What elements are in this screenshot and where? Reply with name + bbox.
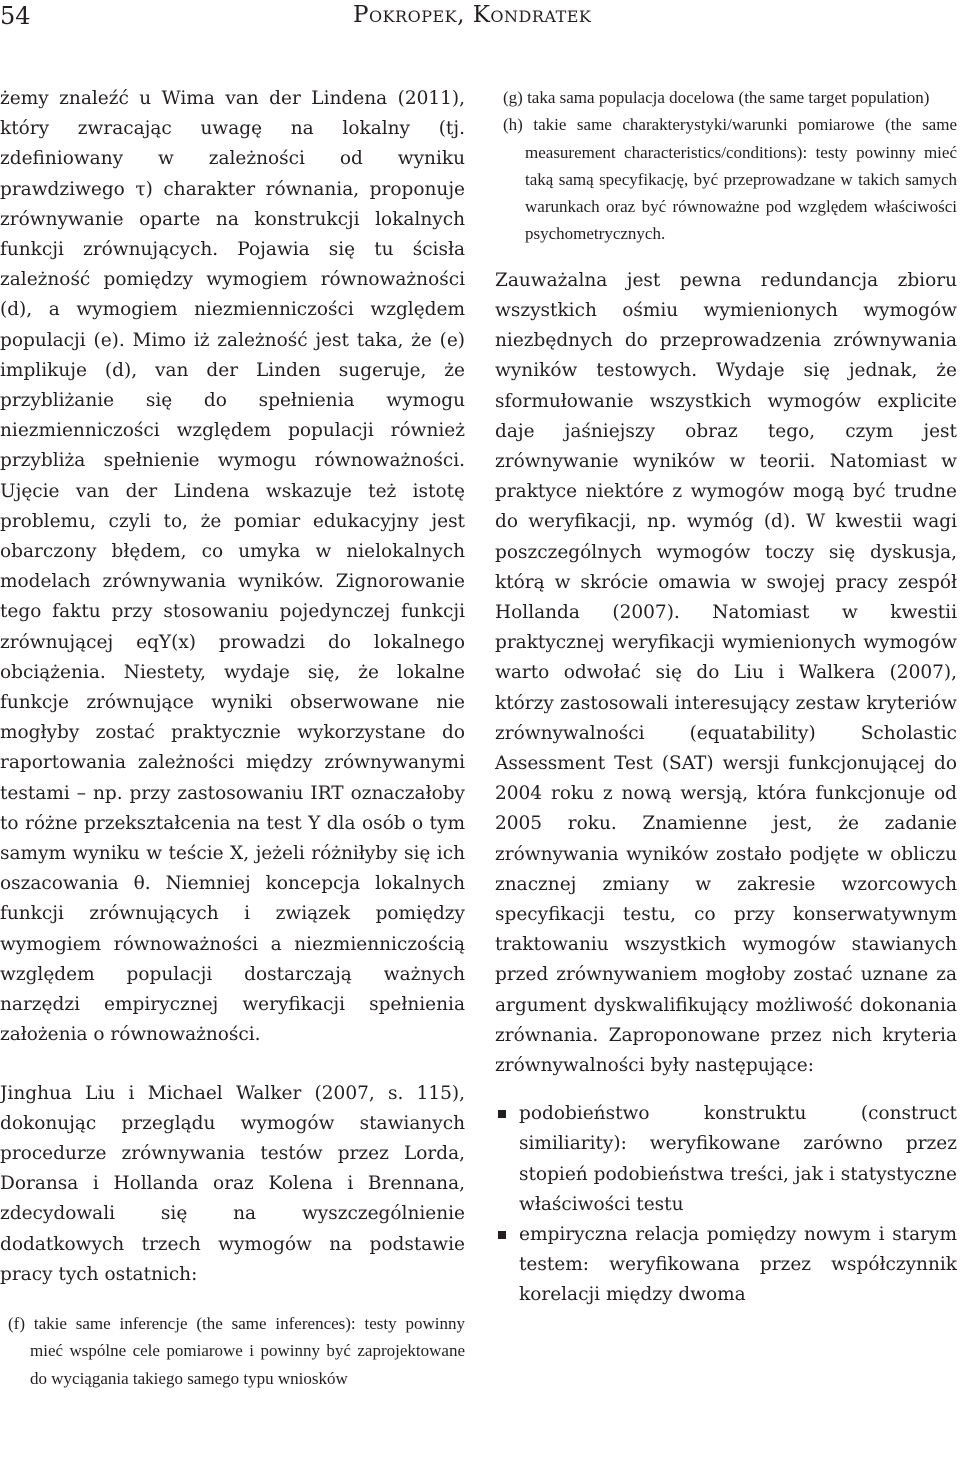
left-column	[0, 84, 465, 1392]
paragraph-liu-walker: Jinghua Liu i Michael Walker (2007, s. 115), dokonując przeglądu wymogów stawianych procedurze zrównywania testów przez Lorda, Doransa i Hollanda oraz Kolena i Brennana, zdecydowali się na wyszczególnienie dodatkowych trzech wymogów na podstawie pracy tych ostatnich:	[0, 1082, 465, 1285]
requirement-h: (h) takie same charakterystyki/warunki pomiarowe (the same measurement characteristics/conditions): testy powinny mieć taką samą specyfikację, być przeprowadzane w takich samych warunkach oraz być równoważne pod względem właściwości psychometrycznych.	[503, 115, 957, 244]
right-column	[495, 84, 957, 1311]
criterion-text: empiryczna relacja pomiędzy nowym i starym testem: weryfikowana przez współczynnik korelacji między dwoma	[519, 1224, 957, 1306]
requirements-list-f	[0, 1310, 465, 1392]
running-head: Pokropek, Kondratek	[353, 2, 592, 28]
square-bullet-icon	[498, 1110, 506, 1118]
paragraph-local-equating: żemy znaleźć u Wima van der Lindena (2011), który zwracając uwagę na lokalny (tj. zdefiniowany w zależności od wyniku prawdziwego τ) charakter równania, proponuje zrównywanie oparte na konstrukcji lokalnych funkcji zrównujących. Pojawia się tu ścisła zależność pomiędzy wymogiem równoważności (d), a wymogiem niezmienniczości względem populacji (e). Mimo iż zależność jest taka, że (e) implikuje (d), van der Linden sugeruje, że przybliżanie się do spełnienia wymogu niezmienniczości względem populacji również przybliża spełnienie wymogu równoważności. Ujęcie van der Lindena wskazuje też istotę problemu, czyli to, że pomiar edukacyjny jest obarczony błędem, co umyka w nielokalnych modelach zrównywania wyników. Zignorowanie tego faktu przy stosowaniu pojedynczej funkcji zrównującej eqY(x) prowadzi do lokalnego obciążenia. Niestety, wydaje się, że lokalne funkcje zrównujące wyniki obserwowane nie mogłyby zostać praktycznie wykorzystane do raportowania zależności między zrównywanymi testami – np. przy zastosowaniu IRT oznaczałoby to różne przekształcenia na test Y dla osób o tym samym wyniku w teście X, jeżeli różniłyby się ich oszacowania θ. Niemniej koncepcja lokalnych funkcji zrównujących i związek pomiędzy wymogiem równoważności a niezmienniczością względem populacji dostarczają ważnych narzędzi empirycznej weryfikacji spełnienia założenia o równoważności.	[0, 88, 465, 1046]
square-bullet-icon	[498, 1231, 506, 1239]
page-header	[0, 0, 960, 40]
requirement-g: (g) taka sama populacja docelowa (the same target population)	[503, 88, 930, 107]
page-number: 54	[0, 2, 31, 30]
criterion-text: podobieństwo konstruktu (construct similiarity): weryfikowane zarówno przez stopień podobieństwa treści, jak i statystyczne właściwości testu	[519, 1103, 957, 1215]
requirement-f: (f) takie same inferencje (the same inferences): testy powinny mieć wspólne cele pomiarowe i powinny być zaprojektowane do wyciągania takiego samego typu wniosków	[8, 1313, 465, 1388]
paragraph-redundancy: Zauważalna jest pewna redundancja zbioru wszystkich ośmiu wymienionych wymogów niezbędnych do przeprowadzenia zrównywania wyników testowych. Wydaje się jednak, że sformułowanie wszystkich wymogów explicite daje jaśniejszy obraz tego, czym jest zrównywanie wyników w teorii. Natomiast w praktyce niektóre z wymogów mogą być trudne do weryfikacji, np. wymóg (d). W kwestii wagi poszczególnych wymogów toczy się dyskusja, którą w skrócie omawia w swojej pracy zespół Hollanda (2007). Natomiast w kwestii praktycznej weryfikacji wymienionych wymogów warto odwołać się do Liu i Walkera (2007), którzy zastosowali interesujący zestaw kryteriów zrównywalności (equatability) Scholastic Assessment Test (SAT) wersji funkcjonującej do 2004 roku z nową wersją, która funkcjonuje od 2005 roku. Znamienne jest, że zadanie zrównywania wyników zostało podjęte w obliczu znacznej zmiany w zakresie wzorcowych specyfikacji testu, co przy konserwatywnym traktowaniu wszystkich wymogów stawianych przed zrównywaniem mogłoby zostać uznane za argument dyskwalifikujący możliwość dokonania zrównania. Zaproponowane przez nich kryteria zrównywalności były następujące:	[495, 269, 957, 1077]
criteria-bullet-list	[495, 1099, 957, 1310]
criterion-item	[495, 1220, 957, 1311]
requirements-list-gh	[495, 84, 957, 248]
criterion-item	[495, 1099, 957, 1220]
